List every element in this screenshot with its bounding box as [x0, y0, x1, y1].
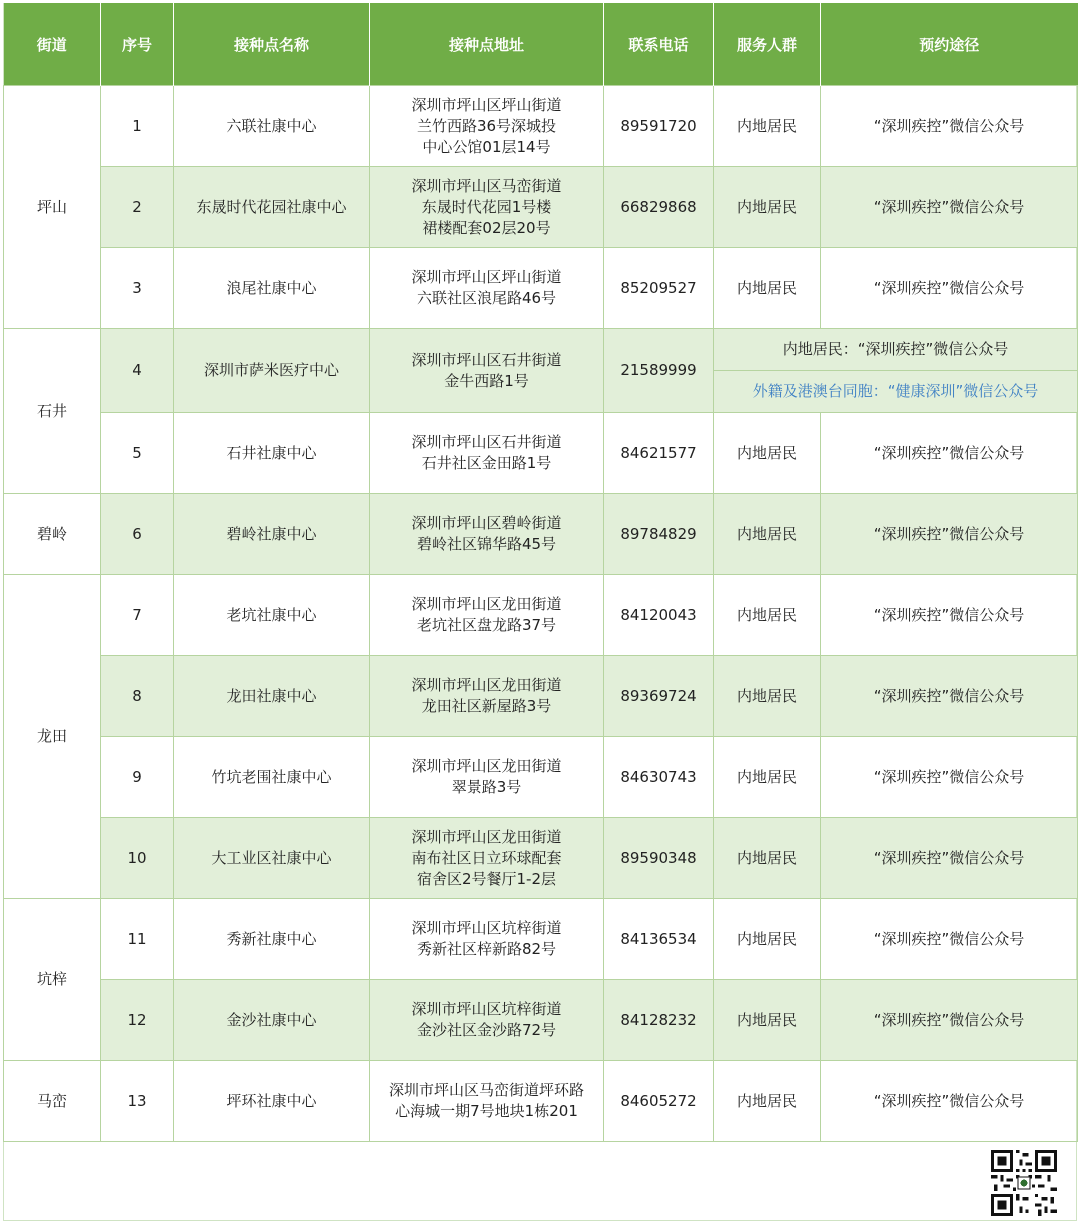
address-line: 深圳市坪山区石井街道	[411, 433, 562, 451]
booking-cell: “深圳疾控”微信公众号	[821, 737, 1078, 818]
header-name: 接种点名称	[174, 3, 370, 86]
header-phone: 联系电话	[604, 3, 714, 86]
table-row	[4, 329, 1078, 371]
address-line: 兰竹西路36号深城投	[416, 116, 557, 135]
address-line: 深圳市坪山区碧岭街道	[411, 514, 562, 532]
table-row	[4, 494, 1078, 575]
address-cell	[370, 494, 604, 575]
booking-cell: “深圳疾控”微信公众号	[821, 980, 1078, 1061]
no-cell: 7	[101, 575, 174, 656]
address-line: 深圳市坪山区马峦街道	[411, 176, 562, 195]
phone-cell: 84605272	[604, 1061, 714, 1142]
address-line: 龙田社区新屋路3号	[421, 697, 552, 715]
name-cell: 浪尾社康中心	[174, 248, 370, 329]
no-cell: 10	[101, 818, 174, 899]
group-cell: 内地居民	[714, 575, 821, 656]
phone-cell: 89784829	[604, 494, 714, 575]
address-line: 金牛西路1号	[444, 371, 529, 390]
table-row	[4, 167, 1078, 248]
table-row	[4, 248, 1078, 329]
booking-cell: “深圳疾控”微信公众号	[821, 86, 1078, 167]
table-row	[4, 413, 1078, 494]
no-cell: 9	[101, 737, 174, 818]
street-cell: 龙田	[4, 575, 101, 899]
group-cell: 内地居民	[714, 980, 821, 1061]
no-cell: 8	[101, 656, 174, 737]
name-cell: 金沙社康中心	[174, 980, 370, 1061]
address-line: 深圳市坪山区坑梓街道	[411, 1000, 562, 1018]
address-line: 深圳市坪山区坑梓街道	[411, 919, 562, 937]
phone-cell: 89591720	[604, 86, 714, 167]
booking-cell: “深圳疾控”微信公众号	[821, 413, 1078, 494]
header-address: 接种点地址	[370, 3, 604, 86]
address-line: 秀新社区梓新路82号	[416, 940, 557, 958]
address-line: 裙楼配套02层20号	[422, 218, 551, 237]
no-cell: 3	[101, 248, 174, 329]
no-cell: 6	[101, 494, 174, 575]
booking-cell: “深圳疾控”微信公众号	[821, 494, 1078, 575]
group-cell: 内地居民	[714, 656, 821, 737]
address-cell	[370, 575, 604, 656]
address-line: 老坑社区盘龙路37号	[416, 616, 557, 634]
address-line: 翠景路3号	[451, 778, 522, 796]
no-cell: 4	[101, 329, 174, 413]
address-cell	[370, 167, 604, 248]
group-cell: 内地居民	[714, 86, 821, 167]
no-cell: 5	[101, 413, 174, 494]
table-row	[4, 656, 1078, 737]
address-cell	[370, 329, 604, 413]
group-cell: 内地居民	[714, 494, 821, 575]
street-cell: 坪山	[4, 86, 101, 329]
street-cell: 马峦	[4, 1061, 101, 1142]
address-cell	[370, 86, 604, 167]
street-cell: 碧岭	[4, 494, 101, 575]
phone-cell: 21589999	[604, 329, 714, 413]
table-row	[4, 818, 1078, 899]
address-cell	[370, 899, 604, 980]
phone-cell: 84630743	[604, 737, 714, 818]
booking-cell: “深圳疾控”微信公众号	[821, 818, 1078, 899]
name-cell: 六联社康中心	[174, 86, 370, 167]
group-cell: 内地居民	[714, 737, 821, 818]
address-line: 深圳市坪山区石井街道	[411, 350, 562, 369]
address-cell	[370, 818, 604, 899]
table-row	[4, 980, 1078, 1061]
phone-cell: 84621577	[604, 413, 714, 494]
name-cell: 东晟时代花园社康中心	[174, 167, 370, 248]
address-line: 深圳市坪山区龙田街道	[411, 676, 562, 694]
address-line: 深圳市坪山区龙田街道	[411, 595, 562, 613]
address-line: 心海城一期7号地块1栋201	[395, 1102, 578, 1120]
no-cell: 13	[101, 1061, 174, 1142]
table-row	[4, 575, 1078, 656]
vaccination-sites-table	[3, 3, 1078, 1142]
address-line: 深圳市坪山区坪山街道	[411, 268, 562, 286]
name-cell: 秀新社康中心	[174, 899, 370, 980]
group-cell: 内地居民	[714, 167, 821, 248]
phone-cell: 85209527	[604, 248, 714, 329]
header-no: 序号	[101, 3, 174, 86]
phone-cell: 89369724	[604, 656, 714, 737]
header-booking: 预约途径	[821, 3, 1078, 86]
booking-cell: “深圳疾控”微信公众号	[821, 167, 1078, 248]
address-line: 金沙社区金沙路72号	[416, 1021, 557, 1039]
booking-cell: “深圳疾控”微信公众号	[821, 575, 1078, 656]
name-cell: 碧岭社康中心	[174, 494, 370, 575]
no-cell: 11	[101, 899, 174, 980]
name-cell: 龙田社康中心	[174, 656, 370, 737]
no-cell: 12	[101, 980, 174, 1061]
no-cell: 1	[101, 86, 174, 167]
qr-code-icon	[991, 1150, 1057, 1216]
booking-cell: “深圳疾控”微信公众号	[821, 1061, 1078, 1142]
header-group: 服务人群	[714, 3, 821, 86]
phone-cell: 66829868	[604, 167, 714, 248]
name-cell: 石井社康中心	[174, 413, 370, 494]
table-row	[4, 86, 1078, 167]
address-line: 东晟时代花园1号楼	[421, 197, 552, 216]
phone-cell: 89590348	[604, 818, 714, 899]
table-row	[4, 737, 1078, 818]
table-row	[4, 1061, 1078, 1142]
address-line: 六联社区浪尾路46号	[416, 289, 557, 307]
address-line: 深圳市坪山区龙田街道	[411, 827, 562, 846]
group-cell: 内地居民	[714, 1061, 821, 1142]
address-line: 深圳市坪山区马峦街道坪环路	[388, 1081, 584, 1099]
name-cell: 坪环社康中心	[174, 1061, 370, 1142]
phone-cell: 84128232	[604, 980, 714, 1061]
street-cell: 坑梓	[4, 899, 101, 1061]
name-cell: 深圳市萨米医疗中心	[174, 329, 370, 413]
address-cell	[370, 1061, 604, 1142]
booking-cell: “深圳疾控”微信公众号	[821, 248, 1078, 329]
no-cell: 2	[101, 167, 174, 248]
table-header-row	[4, 3, 1078, 86]
address-line: 深圳市坪山区坪山街道	[411, 95, 562, 114]
phone-cell: 84136534	[604, 899, 714, 980]
address-line: 碧岭社区锦华路45号	[416, 535, 557, 553]
group-cell: 内地居民	[714, 413, 821, 494]
address-line: 宿舍区2号餐厅1-2层	[416, 869, 557, 888]
address-cell	[370, 248, 604, 329]
address-cell	[370, 737, 604, 818]
booking-foreign-cell: 外籍及港澳台同胞：“健康深圳”微信公众号	[714, 371, 1078, 413]
address-cell	[370, 980, 604, 1061]
group-cell: 内地居民	[714, 248, 821, 329]
header-street: 街道	[4, 3, 101, 86]
booking-domestic-cell: 内地居民：“深圳疾控”微信公众号	[714, 329, 1078, 371]
address-line: 石井社区金田路1号	[421, 454, 552, 472]
phone-cell: 84120043	[604, 575, 714, 656]
address-cell	[370, 413, 604, 494]
address-line: 中心公馆01层14号	[422, 137, 551, 156]
booking-cell: “深圳疾控”微信公众号	[821, 656, 1078, 737]
booking-cell: “深圳疾控”微信公众号	[821, 899, 1078, 980]
address-cell	[370, 656, 604, 737]
group-cell: 内地居民	[714, 818, 821, 899]
name-cell: 竹坑老围社康中心	[174, 737, 370, 818]
address-line: 深圳市坪山区龙田街道	[411, 757, 562, 775]
group-cell: 内地居民	[714, 899, 821, 980]
table-row	[4, 899, 1078, 980]
street-cell: 石井	[4, 329, 101, 494]
address-line: 南布社区日立环球配套	[411, 848, 562, 867]
name-cell: 大工业区社康中心	[174, 818, 370, 899]
name-cell: 老坑社康中心	[174, 575, 370, 656]
